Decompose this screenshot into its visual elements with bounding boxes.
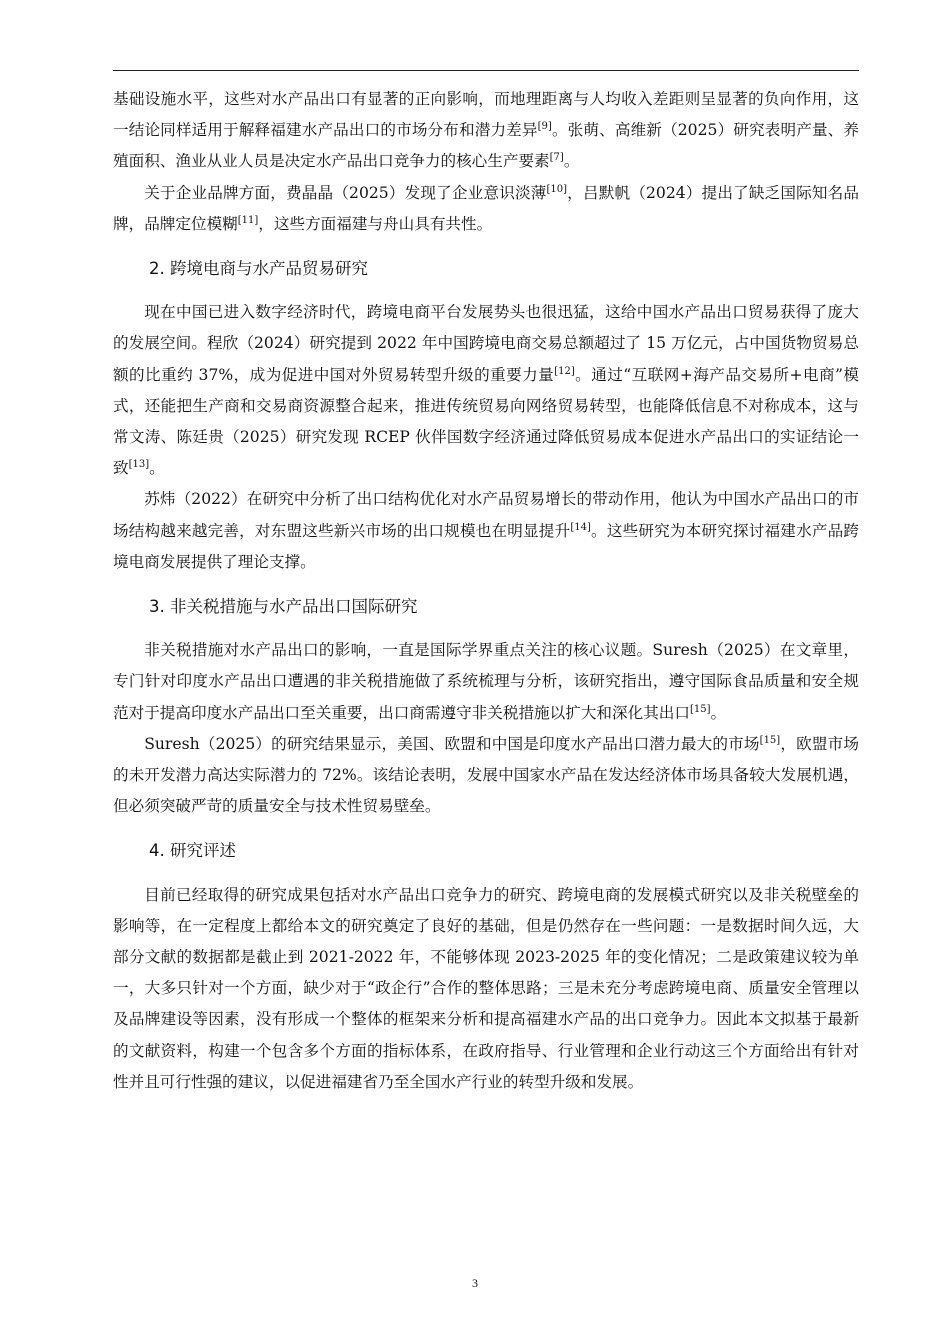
spacer	[113, 284, 859, 297]
paragraph	[113, 635, 859, 729]
citation-ref: [10]	[546, 183, 568, 195]
paragraph	[113, 297, 859, 484]
text-run: Suresh（2025）的研究结果显示，美国、欧盟和中国是印度水产品出口潜力最大的市场	[144, 734, 760, 753]
header-rule	[113, 70, 859, 71]
text-run: 基础设施水平，这些对水产品出口有显著的正向影响，而地理距离与人均收入差距则呈显著的负向作用，这一结论同样适用于解释福建水产品出口的市场分布和潜力差异	[113, 90, 859, 140]
citation-ref: [15]	[689, 703, 711, 715]
text-run: 。这些研究为本研究探讨福建水产品跨境电商发展提供了理论支撑。	[113, 521, 859, 571]
text-run: 。通过“互联网+海产品交易所+电商”模式，还能把生产商和交易商资源整合起来，推进传统贸易向网络贸易转型，也能降低信息不对称成本，这与常文涛、陈廷贵（2025）研究发现 RCEP 伙伴国数字经济通过降低贸易成本促进水产品出口的实证结论一致	[113, 365, 859, 478]
text-run: ，欧盟市场的未开发潜力高达实际潜力的 72%。该结论表明，发展中国家水产品在发达经济体市场具备较大发展机遇，但必须突破严苛的质量安全与技术性贸易壁垒。	[113, 734, 859, 816]
citation-ref: [7]	[549, 152, 564, 164]
section-heading: 2. 跨境电商与水产品贸易研究	[149, 259, 368, 279]
page-number: 3	[472, 1276, 478, 1290]
spacer	[113, 622, 859, 635]
text-run: 目前已经取得的研究成果包括对水产品出口竞争力的研究、跨境电商的发展模式研究以及非关税壁垒的影响等，在一定程度上都给本文的研究奠定了良好的基础，但是仍然存在一些问题：一是数据时间久远，大部分文献的数据都是截止到 2021-2022 年，不能够体现 2023-2025 年的变化情况；二是政策建议较为单一，大多只针对一个方面，缺少对于“政企行”合作的整体思路；三是未充分考虑跨境电商、质量安全管理以及品牌建设等因素，没有形成一个整体的框架来分析和提高福建水产品的出口竞争力。因此本文拟基于最新的文献资料，构建一个包含多个方面的指标体系，在政府指导、行业管理和企业行动这三个方面给出有针对性并且可行性强的建议，以促进福建省乃至全国水产行业的转型升级和发展。	[113, 885, 859, 1091]
text-run: 现在中国已进入数字经济时代，跨境电商平台发展势头也很迅猛，这给中国水产品出口贸易获得了庞大的发展空间。程欣（2024）研究提到 2022 年中国跨境电商交易总额超过了 15 万亿元，占中国货物贸易总额的比重约 37%，成为促进中国对外贸易转型升级的重要力量	[113, 303, 859, 384]
citation-ref: [12]	[554, 365, 575, 377]
page-body	[113, 84, 859, 1098]
spacer	[113, 822, 859, 835]
paragraph	[113, 84, 859, 178]
text-run: 苏炜（2022）在研究中分析了出口结构优化对水产品贸易增长的带动作用，他认为中国水产品出口的市场结构越来越完善，对东盟这些新兴市场的出口规模也在明显提升	[113, 490, 859, 540]
spacer	[113, 867, 859, 880]
text-run: 。	[149, 459, 165, 478]
text-run: 关于企业品牌方面，费晶晶（2025）发现了企业意识淡薄	[144, 183, 547, 202]
text-run: ，这些方面福建与舟山具有共性。	[258, 214, 493, 233]
spacer	[113, 240, 859, 253]
citation-ref: [11]	[237, 214, 259, 226]
paragraph	[113, 178, 859, 240]
citation-ref: [15]	[759, 734, 781, 746]
citation-ref: [13]	[128, 459, 150, 471]
section-heading: 3. 非关税措施与水产品出口国际研究	[149, 597, 418, 617]
section-heading: 4. 研究评述	[149, 841, 236, 861]
text-run: 非关税措施对水产品出口的影响，一直是国际学界重点关注的核心议题。Suresh（2025）在文章里，专门针对印度水产品出口遭遇的非关税措施做了系统梳理与分析，该研究指出，遵守国际食品质量和安全规范对于提高印度水产品出口至关重要，出口商需遵守非关税措施以扩大和深化其出口	[113, 641, 859, 722]
spacer	[113, 578, 859, 591]
paragraph	[113, 729, 859, 823]
text-run: 。	[710, 703, 727, 722]
text-run: 。张萌、高维新（2025）研究表明产量、养殖面积、渔业从业人员是决定水产品出口竞争力的核心生产要素	[113, 121, 859, 171]
paragraph	[113, 484, 859, 578]
text-run: ，吕默帆（2024）提出了缺乏国际知名品牌，品牌定位模糊	[113, 183, 859, 233]
paragraph	[113, 880, 859, 1098]
text-run: 。	[563, 152, 580, 171]
citation-ref: [14]	[570, 521, 591, 533]
citation-ref: [9]	[537, 121, 552, 133]
